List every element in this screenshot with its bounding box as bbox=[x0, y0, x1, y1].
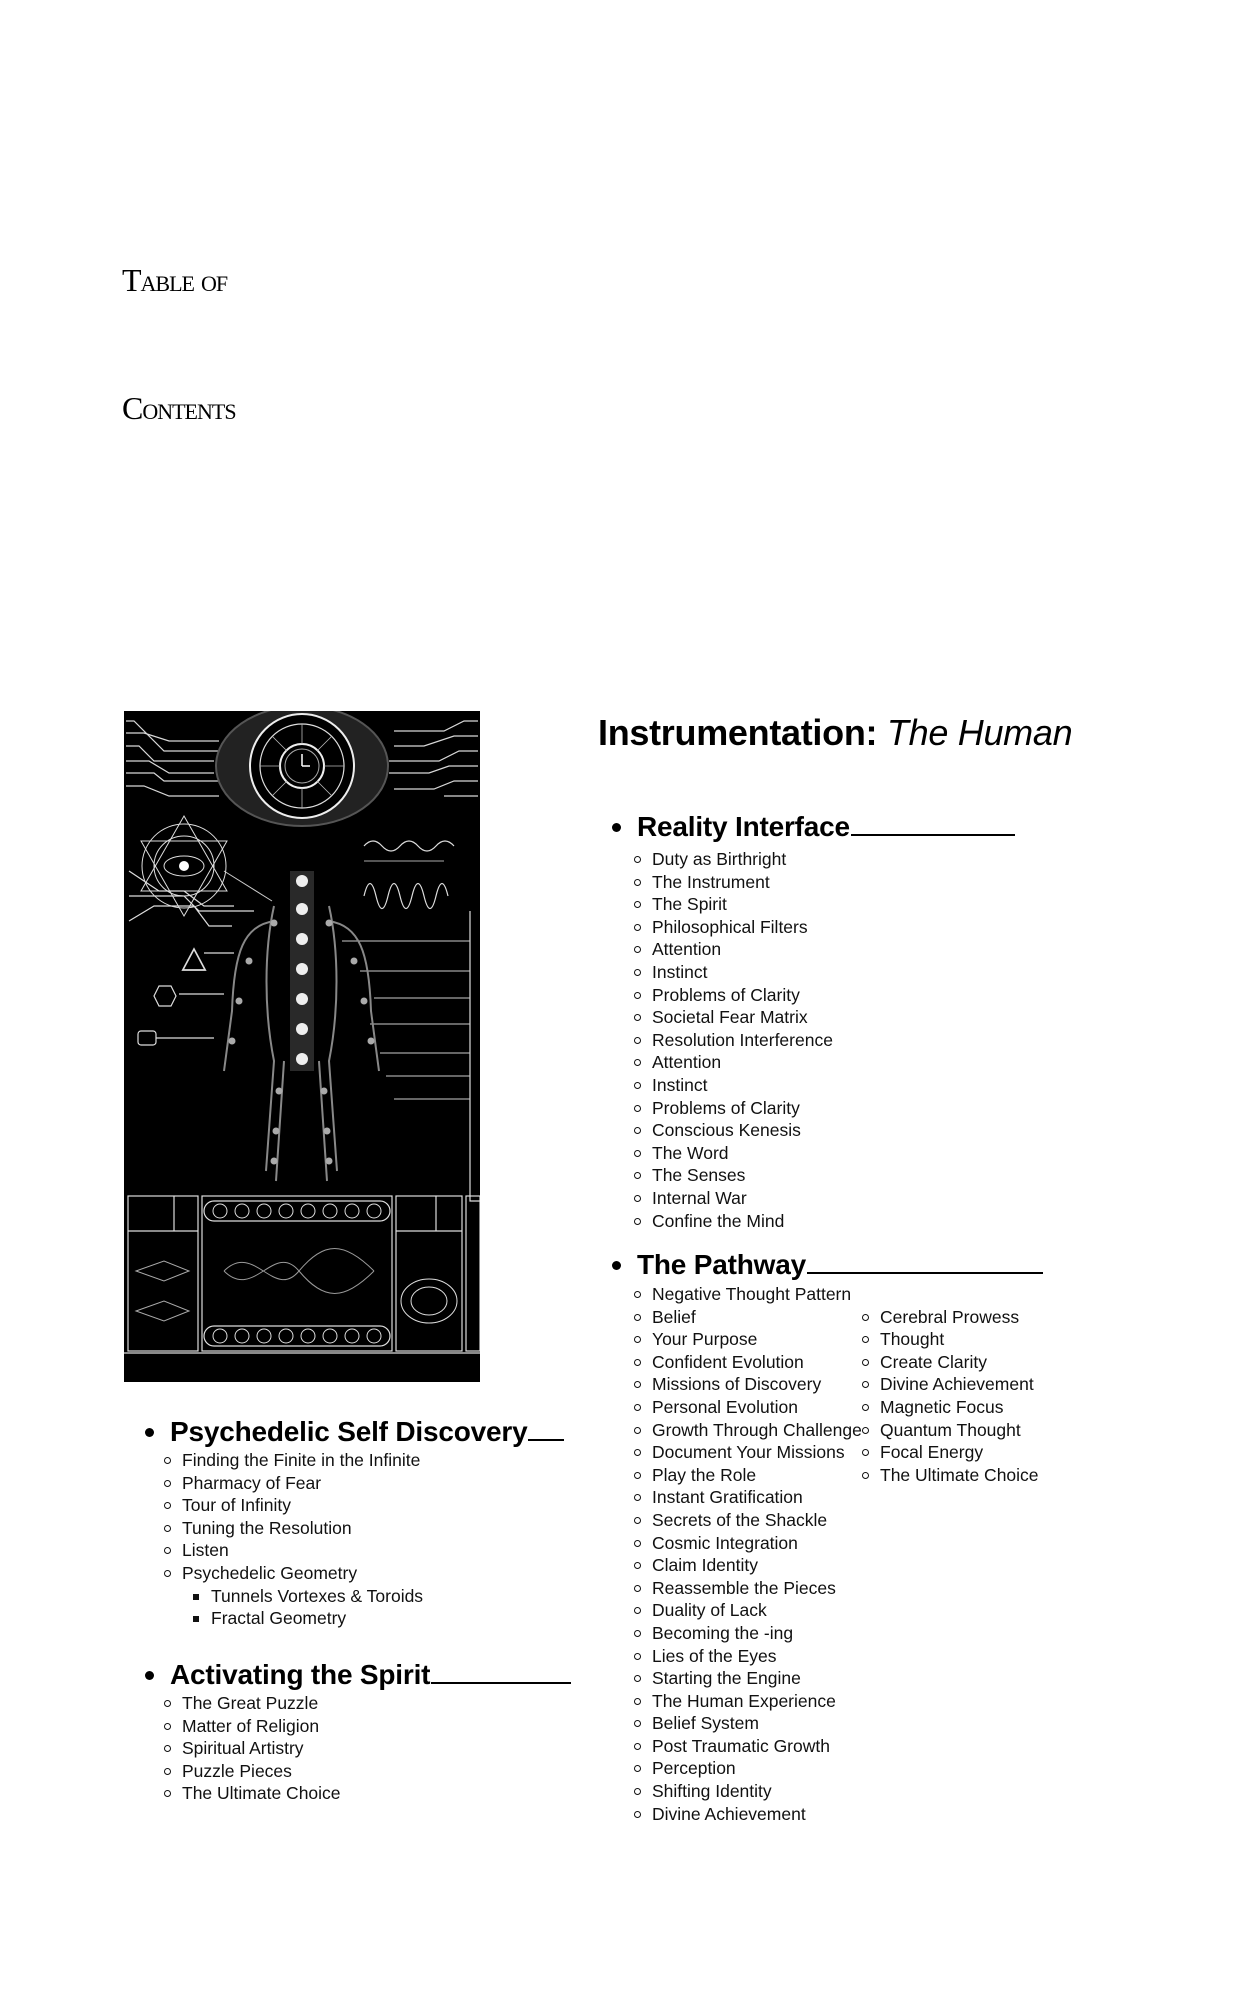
list-item[interactable]: Shifting Identity bbox=[652, 1780, 862, 1803]
circle-bullet-icon bbox=[634, 1653, 641, 1660]
circle-bullet-icon bbox=[164, 1525, 171, 1532]
list-item[interactable]: Problems of Clarity bbox=[652, 984, 833, 1007]
list-item[interactable]: Focal Energy bbox=[880, 1441, 1039, 1464]
heading-underline bbox=[528, 1439, 564, 1441]
list-item[interactable]: Finding the Finite in the Infinite bbox=[182, 1449, 423, 1472]
circle-bullet-icon bbox=[862, 1472, 869, 1479]
circle-bullet-icon bbox=[862, 1404, 869, 1411]
circle-bullet-icon bbox=[164, 1480, 171, 1487]
instrumentation-title bbox=[598, 712, 1072, 754]
circle-bullet-icon bbox=[164, 1502, 171, 1509]
heading-the-pathway[interactable] bbox=[637, 1250, 1043, 1280]
circle-bullet-icon bbox=[634, 1630, 641, 1637]
circle-bullet-icon bbox=[164, 1547, 171, 1554]
list-item[interactable]: Becoming the -ing bbox=[652, 1622, 862, 1645]
circle-bullet-icon bbox=[634, 1494, 641, 1501]
circle-bullet-icon bbox=[634, 1472, 641, 1479]
list-item[interactable]: Tuning the Resolution bbox=[182, 1517, 423, 1540]
circle-bullet-icon bbox=[634, 879, 641, 886]
circle-bullet-icon bbox=[634, 1037, 641, 1044]
list-item[interactable]: Cerebral Prowess bbox=[880, 1306, 1039, 1329]
nested-list-item[interactable]: Tunnels Vortexes & Toroids bbox=[182, 1585, 423, 1608]
list-item[interactable]: Document Your Missions bbox=[652, 1441, 862, 1464]
circle-bullet-icon bbox=[634, 1404, 641, 1411]
circle-bullet-icon bbox=[634, 1449, 641, 1456]
bullet-icon bbox=[145, 1671, 154, 1680]
list-item[interactable]: The Human Experience bbox=[652, 1690, 862, 1713]
list-item[interactable]: Play the Role bbox=[652, 1464, 862, 1487]
list-item[interactable]: Thought bbox=[880, 1328, 1039, 1351]
list-item[interactable]: Growth Through Challenge bbox=[652, 1419, 862, 1442]
list-item[interactable]: Confine the Mind bbox=[652, 1210, 833, 1233]
circle-bullet-icon bbox=[634, 901, 641, 908]
list-item[interactable]: Your Purpose bbox=[652, 1328, 862, 1351]
list-item[interactable]: Secrets of the Shackle bbox=[652, 1509, 862, 1532]
circle-bullet-icon bbox=[862, 1427, 869, 1434]
circle-bullet-icon bbox=[164, 1790, 171, 1797]
circle-bullet-icon bbox=[634, 969, 641, 976]
bullet-icon bbox=[145, 1428, 154, 1437]
circle-bullet-icon bbox=[634, 1743, 641, 1750]
list-item[interactable]: Duality of Lack bbox=[652, 1599, 862, 1622]
list-item[interactable]: Tour of Infinity bbox=[182, 1494, 423, 1517]
circle-bullet-icon bbox=[862, 1336, 869, 1343]
circle-bullet-icon bbox=[634, 1172, 641, 1179]
list-item[interactable]: Negative Thought Pattern bbox=[652, 1283, 862, 1306]
list-item[interactable]: The Spirit bbox=[652, 893, 833, 916]
heading-underline bbox=[807, 1272, 1043, 1274]
list-item[interactable]: Belief System bbox=[652, 1712, 862, 1735]
list-item[interactable]: The Senses bbox=[652, 1164, 833, 1187]
circle-bullet-icon bbox=[634, 1059, 641, 1066]
circle-bullet-icon bbox=[164, 1570, 171, 1577]
list-item[interactable]: Instinct bbox=[652, 961, 833, 984]
instrumentation-label: Instrumentation: bbox=[598, 712, 878, 753]
square-bullet-icon bbox=[193, 1616, 199, 1622]
list-item[interactable]: Internal War bbox=[652, 1187, 833, 1210]
list-item[interactable]: Divine Achievement bbox=[652, 1803, 862, 1826]
list-item[interactable]: The Word bbox=[652, 1142, 833, 1165]
list-item[interactable]: Belief bbox=[652, 1306, 862, 1329]
circle-bullet-icon bbox=[634, 1540, 641, 1547]
list-item[interactable]: Matter of Religion bbox=[182, 1715, 341, 1738]
list-item[interactable]: Attention bbox=[652, 938, 833, 961]
circle-bullet-icon bbox=[164, 1700, 171, 1707]
circle-bullet-icon bbox=[634, 1105, 641, 1112]
heading-reality-interface[interactable] bbox=[637, 812, 1015, 842]
list-item[interactable]: Reassemble the Pieces bbox=[652, 1577, 862, 1600]
list-item[interactable]: Magnetic Focus bbox=[880, 1396, 1039, 1419]
list-item[interactable]: Post Traumatic Growth bbox=[652, 1735, 862, 1758]
circle-bullet-icon bbox=[164, 1768, 171, 1775]
circle-bullet-icon bbox=[634, 946, 641, 953]
list-item[interactable]: Duty as Birthright bbox=[652, 848, 833, 871]
list-item[interactable]: Create Clarity bbox=[880, 1351, 1039, 1374]
list-item[interactable]: The Ultimate Choice bbox=[182, 1782, 341, 1805]
list-item[interactable]: Resolution Interference bbox=[652, 1029, 833, 1052]
list-item[interactable]: Missions of Discovery bbox=[652, 1373, 862, 1396]
list-item[interactable]: The Instrument bbox=[652, 871, 833, 894]
heading-label: Reality Interface bbox=[637, 811, 850, 842]
circle-bullet-icon bbox=[634, 924, 641, 931]
reality-interface-list bbox=[652, 848, 833, 1232]
heading-underline bbox=[851, 834, 1015, 836]
list-item[interactable]: Cosmic Integration bbox=[652, 1532, 862, 1555]
circle-bullet-icon bbox=[634, 1562, 641, 1569]
list-item[interactable]: Listen bbox=[182, 1539, 423, 1562]
title-line-1: Table of bbox=[122, 262, 228, 298]
list-item[interactable]: Instinct bbox=[652, 1074, 833, 1097]
list-item[interactable]: Conscious Kenesis bbox=[652, 1119, 833, 1142]
circle-bullet-icon bbox=[634, 1314, 641, 1321]
circle-bullet-icon bbox=[634, 856, 641, 863]
list-item[interactable]: Personal Evolution bbox=[652, 1396, 862, 1419]
circle-bullet-icon bbox=[634, 1765, 641, 1772]
list-item[interactable]: Attention bbox=[652, 1051, 833, 1074]
circle-bullet-icon bbox=[634, 1788, 641, 1795]
list-item[interactable]: Pharmacy of Fear bbox=[182, 1472, 423, 1495]
hero-illustration bbox=[124, 711, 480, 1382]
list-item[interactable]: The Great Puzzle bbox=[182, 1692, 341, 1715]
pathway-list-col2 bbox=[880, 1306, 1039, 1487]
circle-bullet-icon bbox=[634, 992, 641, 999]
circle-bullet-icon bbox=[634, 1014, 641, 1021]
heading-label: The Pathway bbox=[637, 1249, 806, 1280]
circle-bullet-icon bbox=[634, 1381, 641, 1388]
circle-bullet-icon bbox=[634, 1720, 641, 1727]
list-item[interactable]: Quantum Thought bbox=[880, 1419, 1039, 1442]
heading-label: Activating the Spirit bbox=[170, 1659, 431, 1690]
bullet-icon bbox=[612, 823, 621, 832]
heading-activating-the-spirit[interactable] bbox=[170, 1660, 571, 1690]
heading-psychedelic-self-discovery[interactable] bbox=[170, 1417, 564, 1447]
list-item[interactable]: Puzzle Pieces bbox=[182, 1760, 341, 1783]
title-line-2: Contents bbox=[122, 390, 236, 426]
heading-label: Psychedelic Self Discovery bbox=[170, 1416, 528, 1447]
circle-bullet-icon bbox=[862, 1314, 869, 1321]
nested-list-item[interactable]: Fractal Geometry bbox=[182, 1607, 423, 1630]
circle-bullet-icon bbox=[634, 1218, 641, 1225]
list-item[interactable]: Spiritual Artistry bbox=[182, 1737, 341, 1760]
circle-bullet-icon bbox=[634, 1336, 641, 1343]
circle-bullet-icon bbox=[862, 1449, 869, 1456]
circle-bullet-icon bbox=[634, 1517, 641, 1524]
circle-bullet-icon bbox=[634, 1811, 641, 1818]
list-item[interactable]: Starting the Engine bbox=[652, 1667, 862, 1690]
circle-bullet-icon bbox=[164, 1723, 171, 1730]
list-item[interactable]: Instant Gratification bbox=[652, 1486, 862, 1509]
heading-underline bbox=[431, 1682, 571, 1684]
circle-bullet-icon bbox=[634, 1150, 641, 1157]
circle-bullet-icon bbox=[634, 1607, 641, 1614]
circle-bullet-icon bbox=[634, 1698, 641, 1705]
circle-bullet-icon bbox=[634, 1195, 641, 1202]
list-item[interactable]: Problems of Clarity bbox=[652, 1097, 833, 1120]
list-item[interactable]: Psychedelic Geometry bbox=[182, 1562, 423, 1585]
list-item[interactable]: Lies of the Eyes bbox=[652, 1645, 862, 1668]
circle-bullet-icon bbox=[634, 1427, 641, 1434]
bullet-icon bbox=[612, 1261, 621, 1270]
circle-bullet-icon bbox=[634, 1082, 641, 1089]
circle-bullet-icon bbox=[862, 1381, 869, 1388]
list-item[interactable]: Claim Identity bbox=[652, 1554, 862, 1577]
circle-bullet-icon bbox=[862, 1359, 869, 1366]
square-bullet-icon bbox=[193, 1594, 199, 1600]
instrumentation-subtitle: The Human bbox=[886, 712, 1073, 753]
circle-bullet-icon bbox=[164, 1745, 171, 1752]
circle-bullet-icon bbox=[634, 1291, 641, 1298]
list-item[interactable]: Perception bbox=[652, 1757, 862, 1780]
circle-bullet-icon bbox=[634, 1127, 641, 1134]
activating-list bbox=[182, 1692, 341, 1805]
list-item[interactable]: Confident Evolution bbox=[652, 1351, 862, 1374]
list-item[interactable]: The Ultimate Choice bbox=[880, 1464, 1039, 1487]
pathway-list-col1 bbox=[652, 1283, 862, 1825]
circle-bullet-icon bbox=[634, 1585, 641, 1592]
circle-bullet-icon bbox=[634, 1359, 641, 1366]
psychedelic-list bbox=[182, 1449, 423, 1630]
circle-bullet-icon bbox=[164, 1457, 171, 1464]
list-item[interactable]: Societal Fear Matrix bbox=[652, 1006, 833, 1029]
circle-bullet-icon bbox=[634, 1675, 641, 1682]
list-item[interactable]: Philosophical Filters bbox=[652, 916, 833, 939]
list-item[interactable]: Divine Achievement bbox=[880, 1373, 1039, 1396]
